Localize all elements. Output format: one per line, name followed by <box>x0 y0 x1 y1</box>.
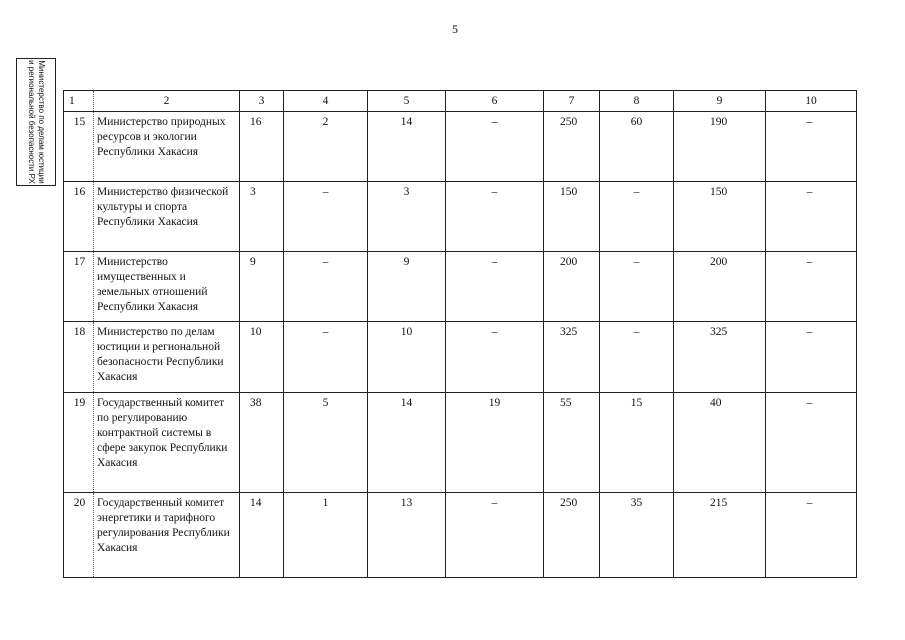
header-cell: 2 <box>94 91 240 112</box>
table-cell: 250 <box>544 112 600 182</box>
table-cell: 325 <box>674 322 766 393</box>
table-cell: 9 <box>368 252 446 322</box>
table-cell: 215 <box>674 493 766 578</box>
table-cell: 19 <box>446 393 544 493</box>
header-cell: 5 <box>368 91 446 112</box>
table-cell: 9 <box>240 252 284 322</box>
table-cell: 14 <box>368 112 446 182</box>
table-cell: 60 <box>600 112 674 182</box>
table-cell: – <box>766 252 857 322</box>
table-cell: 16 <box>240 112 284 182</box>
table-cell: 10 <box>240 322 284 393</box>
table-row <box>64 252 857 322</box>
header-cell: 1 <box>64 91 94 112</box>
table-cell: 3 <box>240 182 284 252</box>
header-cell: 6 <box>446 91 544 112</box>
table-row <box>64 112 857 182</box>
table-cell: 2 <box>284 112 368 182</box>
table-cell: 15 <box>600 393 674 493</box>
table-cell: 3 <box>368 182 446 252</box>
table-cell: – <box>446 322 544 393</box>
table-cell: 150 <box>674 182 766 252</box>
table-cell: – <box>446 252 544 322</box>
table-cell: 325 <box>544 322 600 393</box>
table-cell: – <box>284 252 368 322</box>
table-cell: 38 <box>240 393 284 493</box>
table-row <box>64 493 857 578</box>
header-cell: 4 <box>284 91 368 112</box>
table-header-row <box>64 91 857 112</box>
table-cell: 200 <box>544 252 600 322</box>
header-cell: 8 <box>600 91 674 112</box>
table-cell: – <box>600 322 674 393</box>
table-cell: 5 <box>284 393 368 493</box>
table-cell: 250 <box>544 493 600 578</box>
table-cell: 200 <box>674 252 766 322</box>
stamp-text: Министерство по делам юстиции и региональной безопасности РХ <box>27 60 46 184</box>
header-cell: 7 <box>544 91 600 112</box>
table-cell: 190 <box>674 112 766 182</box>
row-number: 20 <box>64 493 94 578</box>
table-cell: – <box>284 322 368 393</box>
table-row <box>64 182 857 252</box>
table-cell: – <box>600 252 674 322</box>
table-cell: 10 <box>368 322 446 393</box>
row-number: 16 <box>64 182 94 252</box>
table-cell: – <box>446 493 544 578</box>
table-row <box>64 322 857 393</box>
organization-name: Министерство физической культуры и спорта Республики Хакасия <box>94 182 240 252</box>
data-table <box>63 90 857 578</box>
table-cell: – <box>284 182 368 252</box>
table-cell: – <box>766 393 857 493</box>
organization-name: Государственный комитет по регулированию контрактной системы в сфере закупок Республики Хакасия <box>94 393 240 493</box>
table-cell: 35 <box>600 493 674 578</box>
table-cell: – <box>766 322 857 393</box>
row-number: 18 <box>64 322 94 393</box>
table-cell: – <box>446 112 544 182</box>
header-cell: 3 <box>240 91 284 112</box>
registration-stamp <box>16 58 56 186</box>
table-cell: 14 <box>240 493 284 578</box>
table-cell: 14 <box>368 393 446 493</box>
table-cell: 150 <box>544 182 600 252</box>
row-number: 15 <box>64 112 94 182</box>
organization-name: Министерство природных ресурсов и экологии Республики Хакасия <box>94 112 240 182</box>
table-cell: – <box>446 182 544 252</box>
row-number: 17 <box>64 252 94 322</box>
table-cell: 1 <box>284 493 368 578</box>
table-cell: – <box>766 182 857 252</box>
page-number: 5 <box>452 22 458 36</box>
organization-name: Государственный комитет энергетики и тарифного регулирования Республики Хакасия <box>94 493 240 578</box>
table-cell: – <box>766 112 857 182</box>
organization-name: Министерство по делам юстиции и региональной безопасности Республики Хакасия <box>94 322 240 393</box>
organization-name: Министерство имущественных и земельных отношений Республики Хакасия <box>94 252 240 322</box>
table-cell: 40 <box>674 393 766 493</box>
table-cell: – <box>600 182 674 252</box>
header-cell: 9 <box>674 91 766 112</box>
table-cell: 13 <box>368 493 446 578</box>
header-cell: 10 <box>766 91 857 112</box>
row-number: 19 <box>64 393 94 493</box>
table-cell: 55 <box>544 393 600 493</box>
table-row <box>64 393 857 493</box>
table-cell: – <box>766 493 857 578</box>
